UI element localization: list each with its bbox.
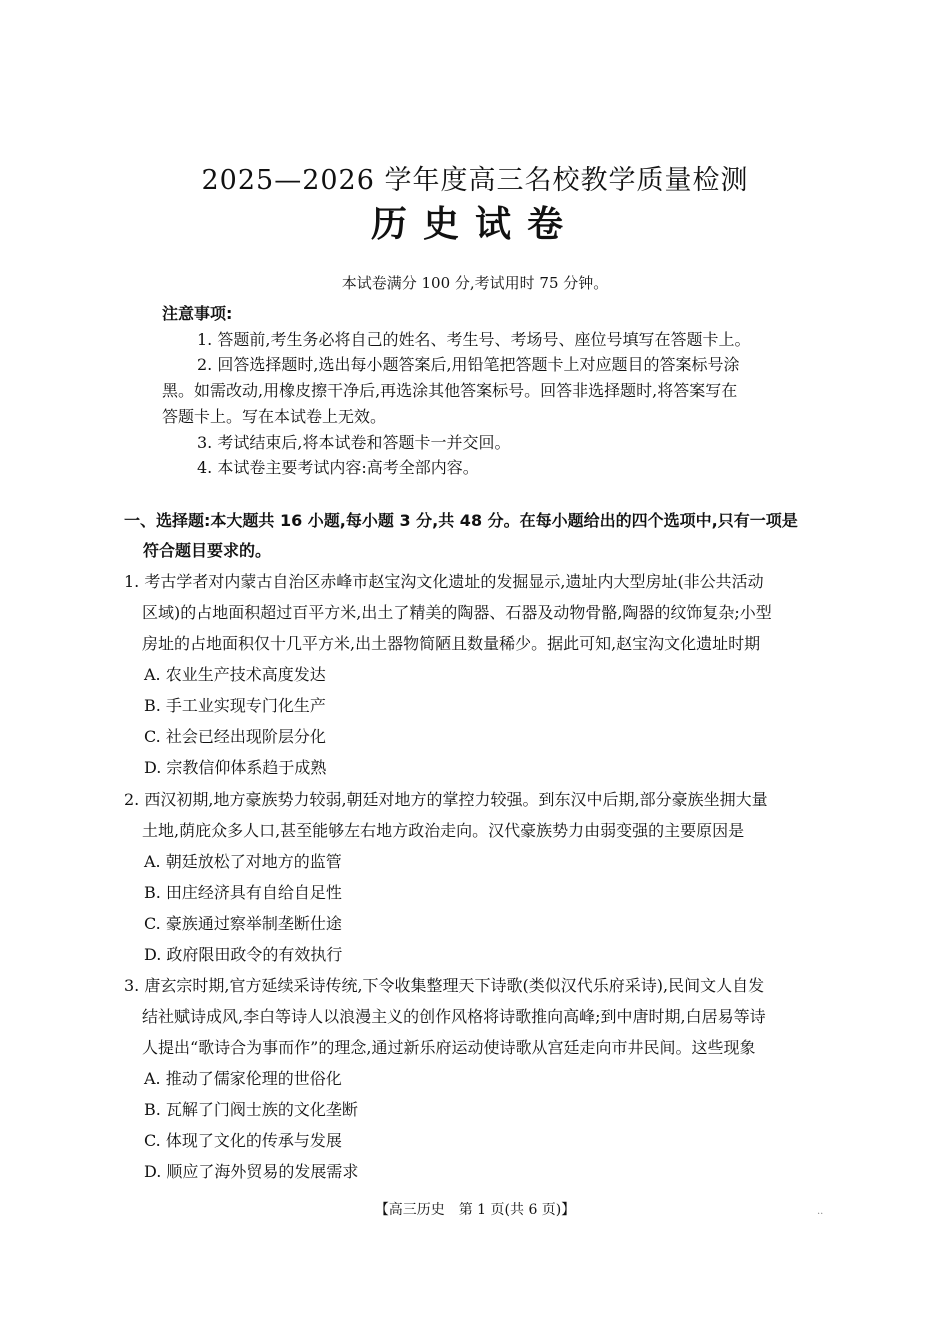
notice-title: 注意事项:: [162, 304, 233, 323]
question-3-option-b: B. 瓦解了门阀士族的文化垄断: [144, 1100, 358, 1119]
notice-item-2-line-2: 黑。如需改动,用橡皮擦干净后,再选涂其他答案标号。回答非选择题时,将答案写在: [162, 381, 738, 400]
exam-title: 2025—2026 学年度高三名校教学质量检测: [201, 165, 749, 196]
question-1-option-a: A. 农业生产技术高度发达: [144, 665, 326, 684]
question-3-line-2: 结社赋诗成风,李白等诗人以浪漫主义的创作风格将诗歌推向高峰;到中唐时期,白居易等诗: [142, 1007, 766, 1026]
question-1-option-d: D. 宗教信仰体系趋于成熟: [144, 758, 327, 777]
notice-item-3: 3. 考试结束后,将本试卷和答题卡一并交回。: [197, 433, 511, 452]
question-1-line-2: 区域)的占地面积超过百平方米,出土了精美的陶器、石器及动物骨骼,陶器的纹饰复杂;小型: [142, 603, 772, 622]
question-3-option-a: A. 推动了儒家伦理的世俗化: [144, 1069, 342, 1088]
question-2-option-a: A. 朝廷放松了对地方的监管: [144, 852, 342, 871]
question-1-option-c: C. 社会已经出现阶层分化: [144, 727, 326, 746]
notice-item-2-line-1: 2. 回答选择题时,选出每小题答案后,用铅笔把答题卡上对应题目的答案标号涂: [197, 355, 740, 374]
section-heading-line-1: 一、选择题:本大题共 16 小题,每小题 3 分,共 48 分。在每小题给出的四个选项中,只有一项是: [124, 511, 798, 530]
question-2-option-b: B. 田庄经济具有自给自足性: [144, 883, 342, 902]
score-info: 本试卷满分 100 分,考试用时 75 分钟。: [341, 274, 609, 292]
section-heading-line-2: 符合题目要求的。: [143, 541, 272, 560]
subject-title: 历史试卷: [370, 204, 579, 245]
question-1-option-b: B. 手工业实现专门化生产: [144, 696, 326, 715]
question-1-line-3: 房址的占地面积仅十几平方米,出土器物简陋且数量稀少。据此可知,赵宝沟文化遗址时期: [142, 634, 761, 653]
question-2-option-c: C. 豪族通过察举制垄断仕途: [144, 914, 342, 933]
notice-item-4: 4. 本试卷主要考试内容:高考全部内容。: [197, 458, 479, 477]
question-2-line-2: 土地,荫庇众多人口,甚至能够左右地方政治走向。汉代豪族势力由弱变强的主要原因是: [142, 821, 745, 840]
question-2-line-1: 2. 西汉初期,地方豪族势力较弱,朝廷对地方的掌控力较强。到东汉中后期,部分豪族坐拥大量: [124, 790, 768, 809]
question-3-option-c: C. 体现了文化的传承与发展: [144, 1131, 342, 1150]
question-3-option-d: D. 顺应了海外贸易的发展需求: [144, 1162, 359, 1181]
notice-item-1: 1. 答题前,考生务必将自己的姓名、考生号、考场号、座位号填写在答题卡上。: [197, 330, 751, 349]
notice-item-2-line-3: 答题卡上。写在本试卷上无效。: [162, 407, 387, 426]
question-3-line-1: 3. 唐玄宗时期,官方延续采诗传统,下令收集整理天下诗歌(类似汉代乐府采诗),民间文人自发: [124, 976, 765, 995]
question-1-line-1: 1. 考古学者对内蒙古自治区赤峰市赵宝沟文化遗址的发掘显示,遗址内大型房址(非公共活动: [124, 572, 764, 591]
corner-mark: ..: [817, 1206, 824, 1217]
question-3-line-3: 人提出“歌诗合为事而作”的理念,通过新乐府运动使诗歌从宫廷走向市井民间。这些现象: [142, 1038, 756, 1057]
question-2-option-d: D. 政府限田政令的有效执行: [144, 945, 343, 964]
page-footer: 【高三历史 第 1 页(共 6 页)】: [374, 1202, 576, 1218]
